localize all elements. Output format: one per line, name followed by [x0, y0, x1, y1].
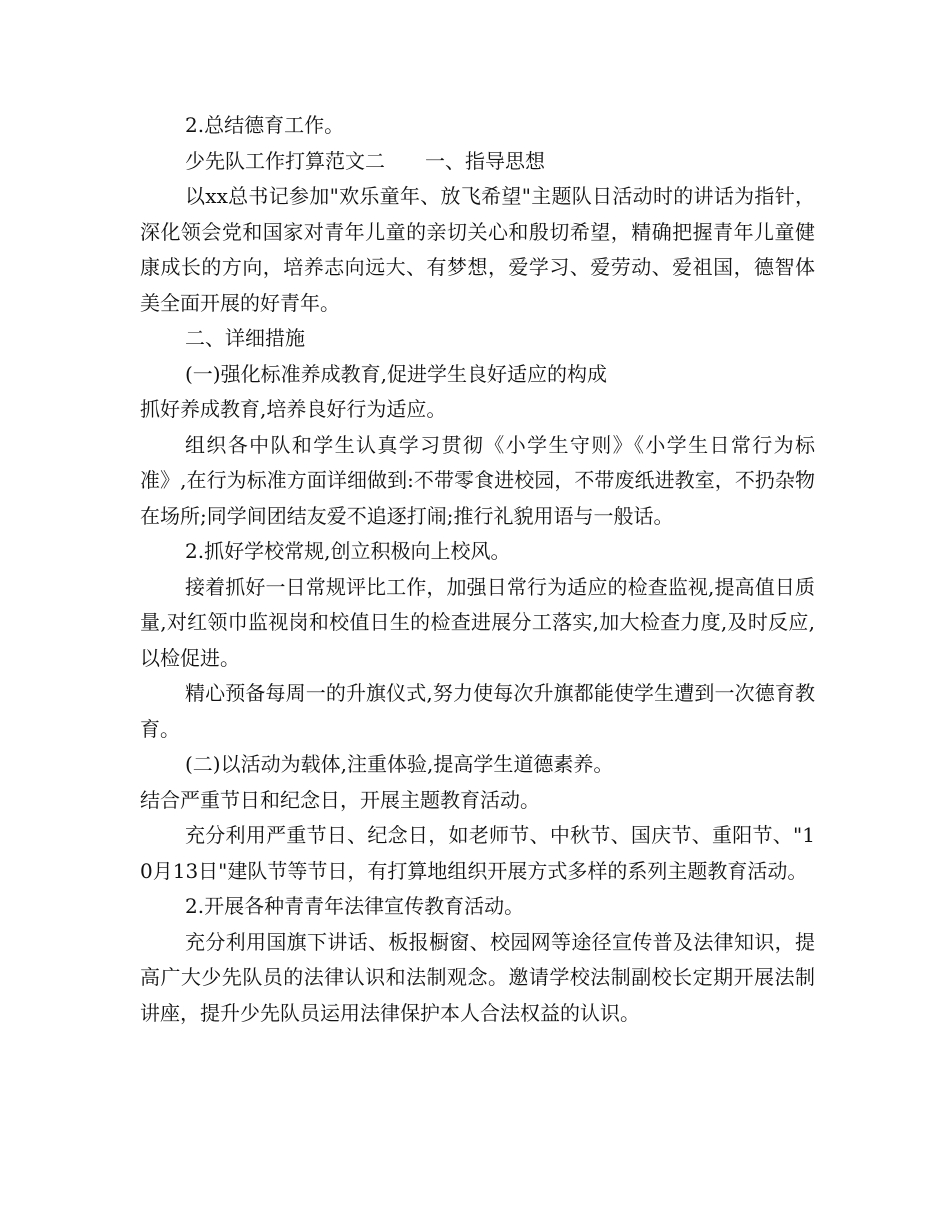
paragraph-guiding-thought: 以xx总书记参加"欢乐童年、放飞希望"主题队日活动时的讲话为指针，深化领会党和国家对青年儿童的亲切关心和殷切希望，精确把握青年儿童健康成长的方向，培养志向远大、有梦想，爱学习、爱劳动、爱祖国，德智体美全面开展的好青年。	[140, 184, 815, 315]
paragraph-legal-education: 充分利用国旗下讲话、板报橱窗、校园网等途径宣传普及法律知识，提高广大少先队员的法律认识和法制观念。邀请学校法制副校长定期开展法制讲座，提升少先队员运用法律保护本人合法权益的认识。	[140, 929, 815, 1025]
paragraph-detailed-measures-heading: 二、详细措施	[185, 326, 305, 350]
paragraph-festival-activities: 结合严重节日和纪念日，开展主题教育活动。	[140, 787, 540, 812]
paragraph-summary-moral-work: 2.总结德育工作。	[185, 113, 345, 137]
paragraph-study-rules: 组织各中队和学生认真学习贯彻《小学生守则》《小学生日常行为标准》,在行为标准方面详细做到:不带零食进校园，不带废纸进教室，不扔杂物在场所;同学间团结友爱不追逐打闹;推行礼貌用语与一般话。	[140, 432, 815, 528]
paragraph-plan-heading: 少先队工作打算范文二 一、指导思想	[185, 148, 545, 173]
paragraph-section-two-heading: (二)以活动为载体,注重体验,提高学生道德素养。	[185, 752, 614, 776]
paragraph-legal-education-heading: 2.开展各种青青年法律宣传教育活动。	[185, 894, 525, 918]
paragraph-school-routine-heading: 2.抓好学校常规,创立积极向上校风。	[185, 539, 511, 563]
paragraph-festival-details: 充分利用严重节日、纪念日，如老师节、中秋节、国庆节、重阳节、"10月13日"建队节等节日，有打算地组织开展方式多样的系列主题教育活动。	[140, 823, 815, 883]
document-page	[140, 108, 815, 1031]
paragraph-flag-ceremony: 精心预备每周一的升旗仪式,努力使每次升旗都能使学生遭到一次德育教育。	[140, 681, 815, 741]
paragraph-habit-education: 抓好养成教育,培养良好行为适应。	[140, 397, 447, 421]
paragraph-section-one-heading: (一)强化标准养成教育,促进学生良好适应的构成	[185, 361, 607, 386]
paragraph-daily-routine: 接着抓好一日常规评比工作，加强日常行为适应的检查监视,提高值日质量,对红领巾监视岗和校值日生的检查进展分工落实,加大检查力度,及时反应,以检促进。	[140, 574, 815, 670]
